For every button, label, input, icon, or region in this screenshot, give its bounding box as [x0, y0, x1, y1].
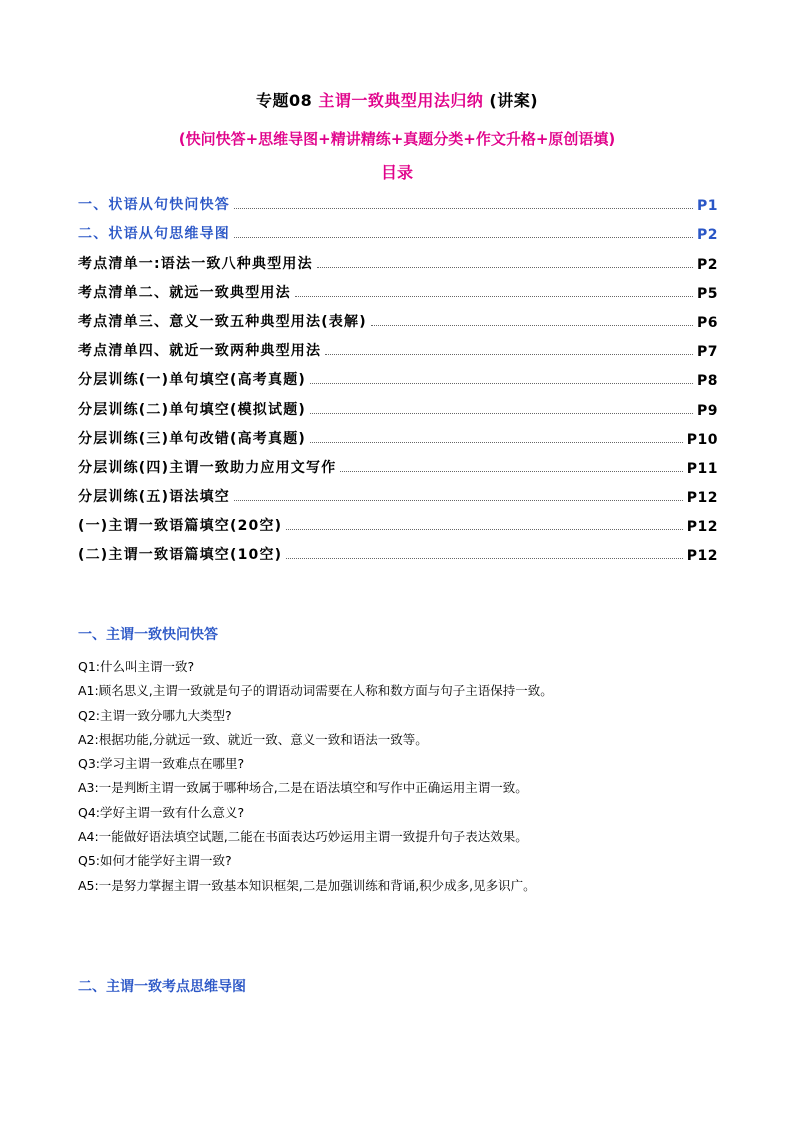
title-suffix: (讲案) — [489, 91, 539, 110]
toc-leader-dots — [310, 441, 683, 443]
toc-leader-dots — [286, 528, 682, 530]
toc-entry-label: 分层训练(五)语法填空 — [78, 489, 230, 506]
toc-leader-dots — [371, 324, 693, 326]
toc-entry-page: P11 — [686, 460, 718, 477]
toc-entry-label: 分层训练(三)单句改错(高考真题) — [78, 430, 306, 447]
toc-entry[interactable] — [78, 506, 718, 535]
toc-entry[interactable] — [78, 185, 718, 214]
question-line: Q2:主谓一致分哪九大类型? — [78, 707, 232, 723]
toc-entry-page: P1 — [696, 198, 718, 215]
toc-entry-label: 二、状语从句思维导图 — [78, 226, 230, 243]
toc-entry-label: 考点清单一:语法一致八种典型用法 — [78, 255, 313, 272]
toc-entry-page: P5 — [696, 285, 718, 302]
toc-leader-dots — [317, 266, 693, 268]
table-of-contents — [78, 185, 718, 564]
toc-entry-label: (一)主谓一致语篇填空(20空) — [78, 518, 283, 535]
toc-leader-dots — [325, 353, 693, 355]
toc-entry-page: P8 — [696, 373, 718, 390]
toc-entry-label: 考点清单二、就远一致典型用法 — [78, 284, 291, 301]
toc-entry-page: P2 — [696, 256, 718, 273]
toc-entry-label: (二)主谓一致语篇填空(10空) — [78, 547, 283, 564]
toc-entry-page: P12 — [686, 548, 718, 565]
toc-leader-dots — [234, 207, 693, 209]
toc-entry-page: P12 — [686, 490, 718, 507]
toc-entry-page: P9 — [696, 402, 718, 419]
toc-leader-dots — [286, 557, 682, 559]
document-subtitle: (快问快答+思维导图+精讲精练+真题分类+作文升格+原创语填) — [178, 130, 616, 148]
toc-entry[interactable] — [78, 243, 718, 272]
toc-entry[interactable] — [78, 535, 718, 564]
toc-entry[interactable] — [78, 477, 718, 506]
toc-leader-dots — [234, 236, 693, 238]
section1-heading: 一、主谓一致快问快答 — [78, 627, 218, 643]
toc-entry-label: 分层训练(四)主谓一致助力应用文写作 — [78, 459, 337, 476]
toc-leader-dots — [295, 295, 693, 297]
toc-heading: 目录 — [380, 163, 413, 182]
section2-heading: 二、主谓一致考点思维导图 — [78, 979, 246, 995]
toc-entry[interactable] — [78, 389, 718, 418]
title-prefix: 专题08 — [255, 91, 313, 110]
toc-entry[interactable] — [78, 448, 718, 477]
toc-entry-page: P6 — [696, 314, 718, 331]
title-main: 主谓一致典型用法归纳 — [318, 91, 484, 110]
answer-line: A1:顾名思义,主谓一致就是句子的谓语动词需要在人称和数方面与句子主语保持一致。 — [78, 683, 553, 699]
toc-entry-page: P7 — [696, 344, 718, 361]
answer-line: A5:一是努力掌握主谓一致基本知识框架,二是加强训练和背诵,积少成多,见多识广。 — [78, 877, 536, 893]
toc-entry-page: P2 — [696, 227, 718, 244]
toc-leader-dots — [310, 382, 693, 384]
toc-entry[interactable] — [78, 360, 718, 389]
answer-line: A2:根据功能,分就远一致、就近一致、意义一致和语法一致等。 — [78, 731, 428, 747]
question-line: Q3:学习主谓一致难点在哪里? — [78, 756, 245, 772]
toc-entry-page: P10 — [686, 431, 718, 448]
document-title — [0, 88, 794, 111]
toc-entry-label: 分层训练(二)单句填空(模拟试题) — [78, 401, 306, 418]
toc-leader-dots — [340, 470, 682, 472]
toc-entry[interactable] — [78, 331, 718, 360]
question-line: Q5:如何才能学好主谓一致? — [78, 853, 232, 869]
toc-leader-dots — [234, 499, 683, 501]
toc-entry-label: 考点清单三、意义一致五种典型用法(表解) — [78, 313, 367, 330]
toc-leader-dots — [310, 412, 693, 414]
toc-entry[interactable] — [78, 273, 718, 302]
toc-entry[interactable] — [78, 302, 718, 331]
toc-entry-page: P12 — [686, 519, 718, 536]
answer-line: A3:一是判断主谓一致属于哪种场合,二是在语法填空和写作中正确运用主谓一致。 — [78, 780, 528, 796]
answer-line: A4:一能做好语法填空试题,二能在书面表达巧妙运用主谓一致提升句子表达效果。 — [78, 829, 528, 845]
question-line: Q4:学好主谓一致有什么意义? — [78, 804, 245, 820]
toc-entry-label: 考点清单四、就近一致两种典型用法 — [78, 343, 322, 360]
toc-entry[interactable] — [78, 419, 718, 448]
toc-entry-label: 分层训练(一)单句填空(高考真题) — [78, 372, 306, 389]
question-line: Q1:什么叫主谓一致? — [78, 659, 195, 674]
toc-entry-label: 一、状语从句快问快答 — [78, 197, 230, 214]
qa-list — [78, 655, 728, 898]
toc-entry[interactable] — [78, 214, 718, 243]
